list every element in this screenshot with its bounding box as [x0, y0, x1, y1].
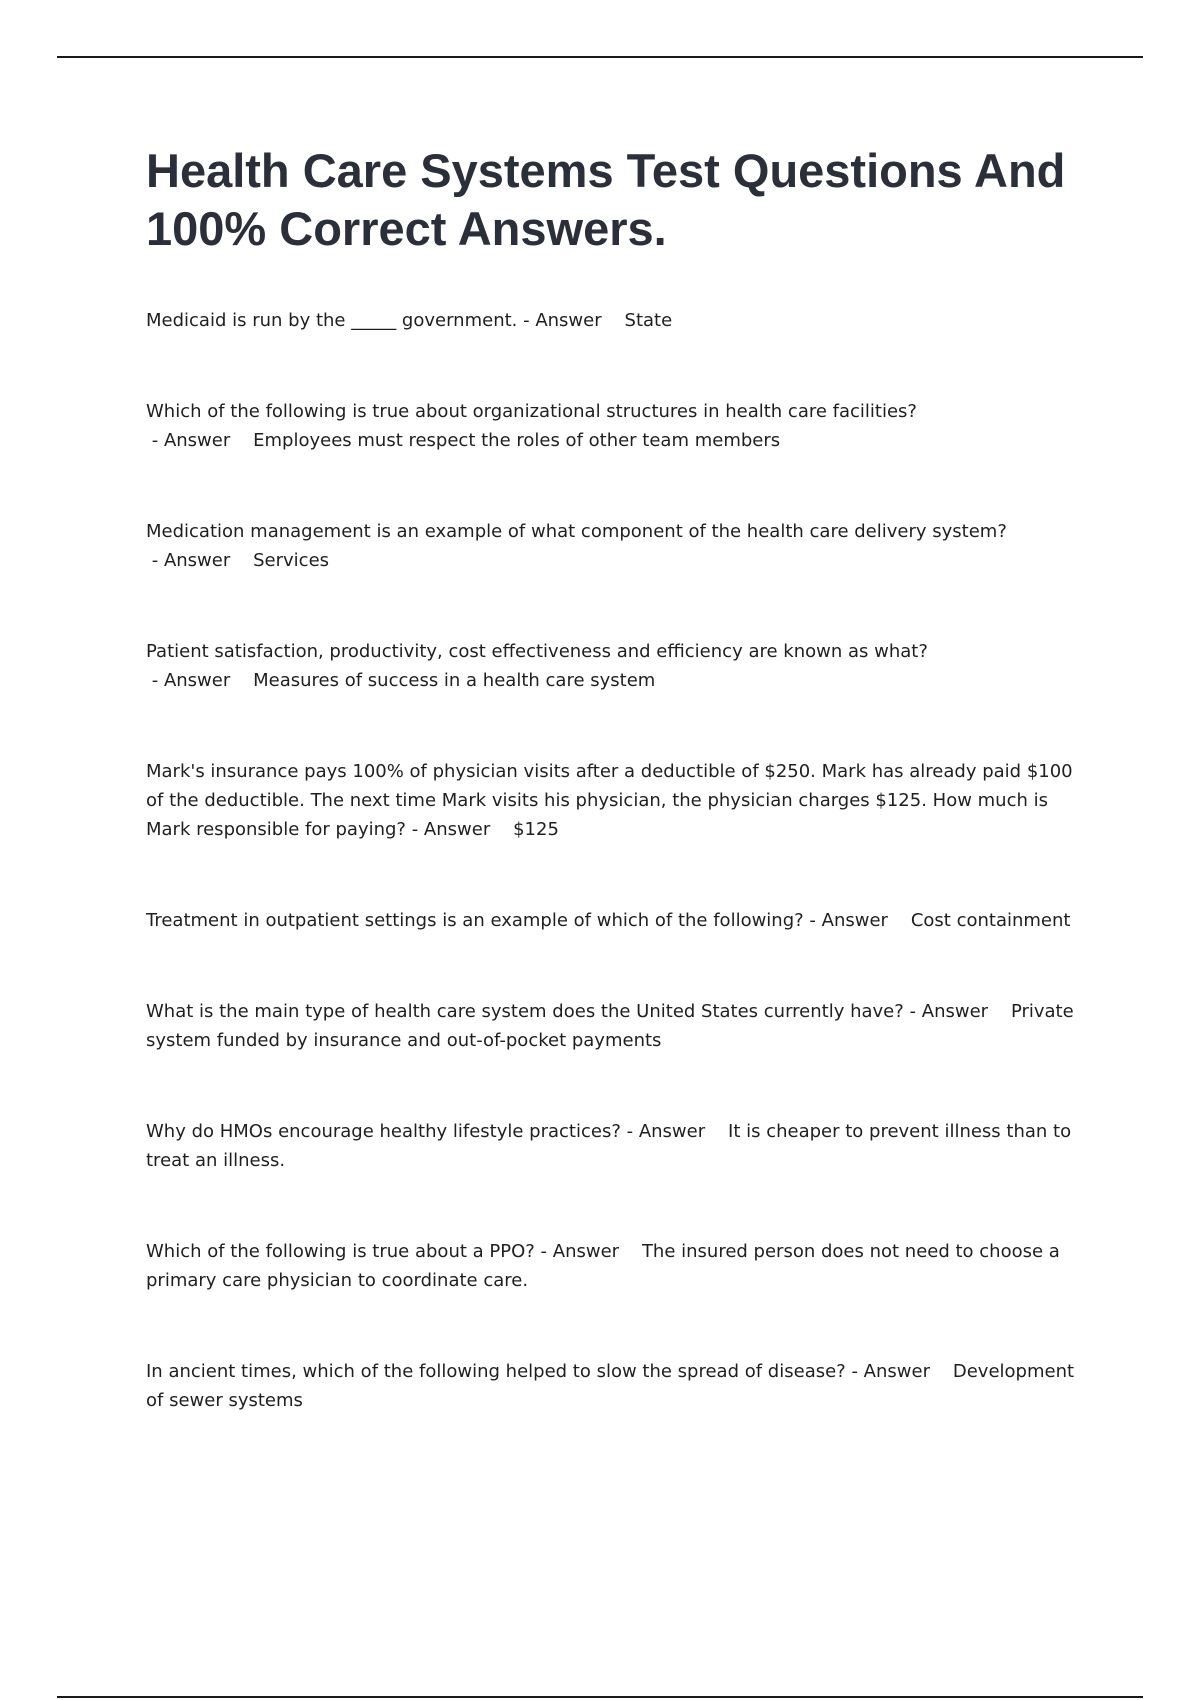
document-body: [146, 142, 1091, 1415]
question-text: What is the main type of health care system does the United States currently have?: [146, 1001, 904, 1022]
qa-item-2: [146, 397, 1091, 455]
answer-separator: - Answer: [517, 310, 625, 331]
qa-item-5: [146, 757, 1091, 844]
qa-list: [146, 306, 1091, 1415]
answer-text: Private system funded by insurance and out-of-pocket payments: [146, 1001, 1074, 1051]
question-text: Patient satisfaction, productivity, cost effectiveness and efficiency are known as what?: [146, 641, 928, 662]
answer-text: Cost containment: [910, 910, 1071, 931]
answer-separator: - Answer: [146, 670, 254, 691]
question-text: Which of the following is true about a PPO?: [146, 1241, 535, 1262]
answer-text: It is cheaper to prevent illness than to treat an illness.: [146, 1121, 1072, 1171]
answer-separator: - Answer: [803, 910, 911, 931]
qa-item-7: [146, 997, 1091, 1055]
qa-item-8: [146, 1117, 1091, 1175]
question-text: Treatment in outpatient settings is an example of which of the following?: [146, 910, 804, 931]
question-text: Mark's insurance pays 100% of physician visits after a deductible of $250. Mark has already paid $100 of the deductible. The next time Mark visits his physician, the physician charges $125. How much is Mark responsible for paying?: [146, 761, 1073, 840]
answer-separator: - Answer: [845, 1361, 953, 1382]
qa-item-4: [146, 637, 1091, 695]
top-rule: [57, 56, 1143, 58]
bottom-rule: [57, 1696, 1143, 1698]
qa-item-6: [146, 906, 1091, 935]
question-text: Which of the following is true about organizational structures in health care facilities?: [146, 401, 917, 422]
answer-separator: - Answer: [620, 1121, 729, 1142]
answer-separator: - Answer: [405, 819, 514, 840]
qa-item-10: [146, 1357, 1091, 1415]
document-title: Health Care Systems Test Questions And 100% Correct Answers.: [146, 144, 1066, 255]
answer-text: Measures of success in a health care system: [253, 670, 656, 691]
question-text: In ancient times, which of the following helped to slow the spread of disease?: [146, 1361, 846, 1382]
qa-item-1: [146, 306, 1091, 335]
qa-item-3: [146, 517, 1091, 575]
question-text: Medication management is an example of what component of the health care delivery system?: [146, 521, 1007, 542]
answer-text: State: [624, 310, 673, 331]
qa-item-9: [146, 1237, 1091, 1295]
answer-text: Services: [253, 550, 330, 571]
question-text: Why do HMOs encourage healthy lifestyle practices?: [146, 1121, 621, 1142]
answer-text: Employees must respect the roles of other team members: [253, 430, 781, 451]
answer-text: Development of sewer systems: [146, 1361, 1075, 1411]
question-text: Medicaid is run by the _____ government.: [146, 310, 518, 331]
answer-separator: - Answer: [903, 1001, 1011, 1022]
answer-separator: - Answer: [146, 430, 254, 451]
answer-separator: - Answer: [146, 550, 254, 571]
answer-text: The insured person does not need to choose a primary care physician to coordinate care.: [146, 1241, 1060, 1291]
answer-text: $125: [513, 819, 559, 840]
answer-separator: - Answer: [534, 1241, 642, 1262]
